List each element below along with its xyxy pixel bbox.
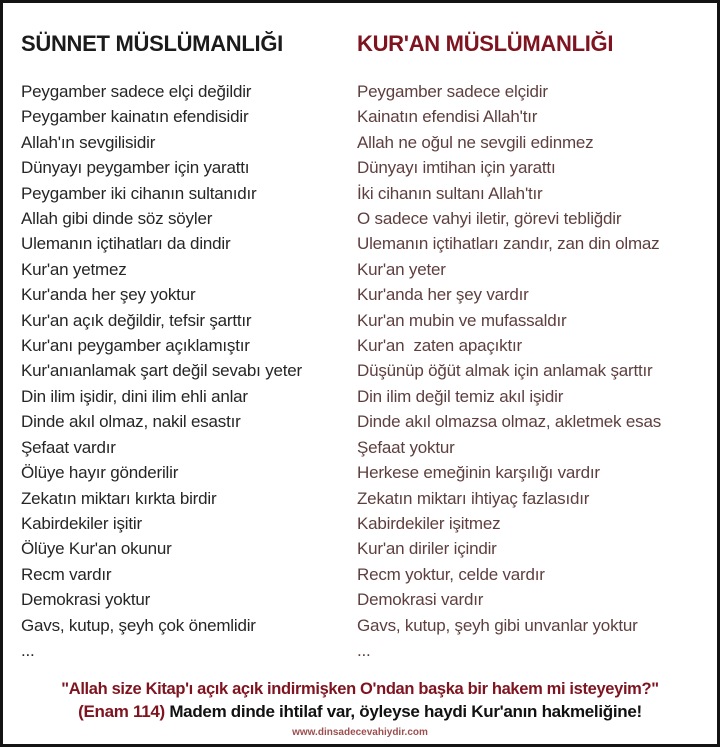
website-url: www.dinsadecevahiydir.com	[292, 727, 428, 738]
comparison-row	[21, 409, 703, 434]
sunnet-statement: Dinde akıl olmaz, nakil esastır	[21, 412, 241, 432]
sunnet-statement: Kur'an açık değildir, tefsir şarttır	[21, 310, 252, 330]
comparison-row	[21, 384, 703, 409]
kuran-statement: Gavs, kutup, şeyh gibi unvanlar yoktur	[357, 615, 638, 635]
kuran-statement: Peygamber sadece elçidir	[357, 82, 548, 101]
comparison-row	[21, 79, 703, 104]
sunnet-statement: ...	[21, 640, 35, 660]
exhortation-text: Madem dinde ihtilaf var, öyleyse haydi Kur'anın hakmeliğine!	[169, 702, 642, 721]
kuran-column-header: KUR'AN MÜSLÜMANLIĞI	[357, 31, 614, 56]
comparison-row	[21, 460, 703, 485]
sunnet-statement: Demokrasi yoktur	[21, 590, 151, 610]
comparison-row	[21, 333, 703, 358]
kuran-statement: Kur'an yeter	[357, 259, 446, 279]
kuran-statement: Kur'anda her şey vardır	[357, 285, 529, 305]
sunnet-statement: Şefaat vardır	[21, 437, 116, 457]
sunnet-statement: Gavs, kutup, şeyh çok önemlidir	[21, 615, 256, 635]
comparison-row	[21, 486, 703, 511]
sunnet-statement: Recm vardır	[21, 564, 112, 584]
sunnet-statement: Allah gibi dinde söz söyler	[21, 209, 213, 229]
sunnet-statement: Peygamber iki cihanın sultanıdır	[21, 183, 257, 203]
sunnet-statement: Allah'ın sevgilisidir	[21, 132, 156, 152]
comparison-row	[21, 308, 703, 333]
kuran-statement: O sadece vahyi iletir, görevi tebliğdir	[357, 209, 622, 229]
kuran-statement: Zekatın miktarı ihtiyaç fazlasıdır	[357, 488, 590, 508]
sunnet-column-header: SÜNNET MÜSLÜMANLIĞI	[21, 31, 283, 56]
kuran-statement: Kur'an diriler içindir	[357, 539, 497, 559]
kuran-statement: Dinde akıl olmazsa olmaz, akletmek esas	[357, 412, 661, 432]
kuran-statement: Herkese emeğinin karşılığı vardır	[357, 463, 600, 483]
kuran-statement: Demokrasi vardır	[357, 590, 484, 610]
comparison-row	[21, 282, 703, 307]
comparison-row	[21, 562, 703, 587]
verse-reference: (Enam 114)	[78, 702, 165, 721]
sunnet-statement: Peygamber sadece elçi değildir	[21, 82, 252, 101]
sunnet-statement: Kur'an yetmez	[21, 259, 127, 279]
kuran-statement: Allah ne oğul ne sevgili edinmez	[357, 132, 594, 152]
comparison-row	[21, 587, 703, 612]
sunnet-statement: Ulemanın içtihatları da dindir	[21, 234, 231, 254]
sunnet-statement: Kur'anda her şey yoktur	[21, 285, 196, 305]
kuran-statement: Kainatın efendisi Allah'tır	[357, 107, 538, 127]
comparison-row	[21, 257, 703, 282]
kuran-statement: Kur'an mubin ve mufassaldır	[357, 310, 567, 330]
comparison-content	[3, 3, 717, 663]
comparison-row	[21, 613, 703, 638]
sunnet-statement: Dünyayı peygamber için yarattı	[21, 158, 250, 178]
header-row	[21, 31, 703, 57]
kuran-statement: Dünyayı imtihan için yarattı	[357, 158, 556, 178]
comparison-row	[21, 130, 703, 155]
sunnet-statement: Ölüye Kur'an okunur	[21, 539, 172, 559]
kuran-statement: Din ilim değil temiz akıl işidir	[357, 386, 564, 406]
comparison-row	[21, 511, 703, 536]
comparison-row	[21, 104, 703, 129]
kuran-statement: İki cihanın sultanı Allah'tır	[357, 183, 543, 203]
comparison-row	[21, 435, 703, 460]
kuran-statement: Ulemanın içtihatları zandır, zan din olmaz	[357, 234, 660, 254]
kuran-statement: ...	[357, 640, 371, 660]
sunnet-statement: Kur'anıanlamak şart değil sevabı yeter	[21, 361, 303, 381]
sunnet-statement: Ölüye hayır gönderilir	[21, 463, 179, 483]
quran-quote: "Allah size Kitap'ı açık açık indirmişken O'ndan başka bir hakem mi isteyeyim?"	[61, 680, 659, 698]
comparison-row	[21, 181, 703, 206]
kuran-statement: Recm yoktur, celde vardır	[357, 564, 545, 584]
kuran-statement: Şefaat yoktur	[357, 437, 455, 457]
comparison-row	[21, 206, 703, 231]
exhortation-line	[3, 702, 717, 722]
comparison-row	[21, 155, 703, 180]
footer	[3, 680, 717, 738]
kuran-statement: Kur'an zaten apaçıktır	[357, 336, 522, 356]
sunnet-statement: Kur'anı peygamber açıklamıştır	[21, 336, 250, 356]
kuran-statement: Kabirdekiler işitmez	[357, 513, 501, 533]
comparison-row	[21, 638, 703, 663]
sunnet-statement: Din ilim işidir, dini ilim ehli anlar	[21, 386, 248, 406]
sunnet-statement: Zekatın miktarı kırkta birdir	[21, 488, 217, 508]
comparison-row	[21, 358, 703, 383]
comparison-row	[21, 536, 703, 561]
sunnet-statement: Kabirdekiler işitir	[21, 513, 142, 533]
comparison-row	[21, 231, 703, 256]
comparison-rows	[21, 79, 703, 663]
sunnet-statement: Peygamber kainatın efendisidir	[21, 107, 249, 127]
kuran-statement: Düşünüp öğüt almak için anlamak şarttır	[357, 361, 653, 381]
